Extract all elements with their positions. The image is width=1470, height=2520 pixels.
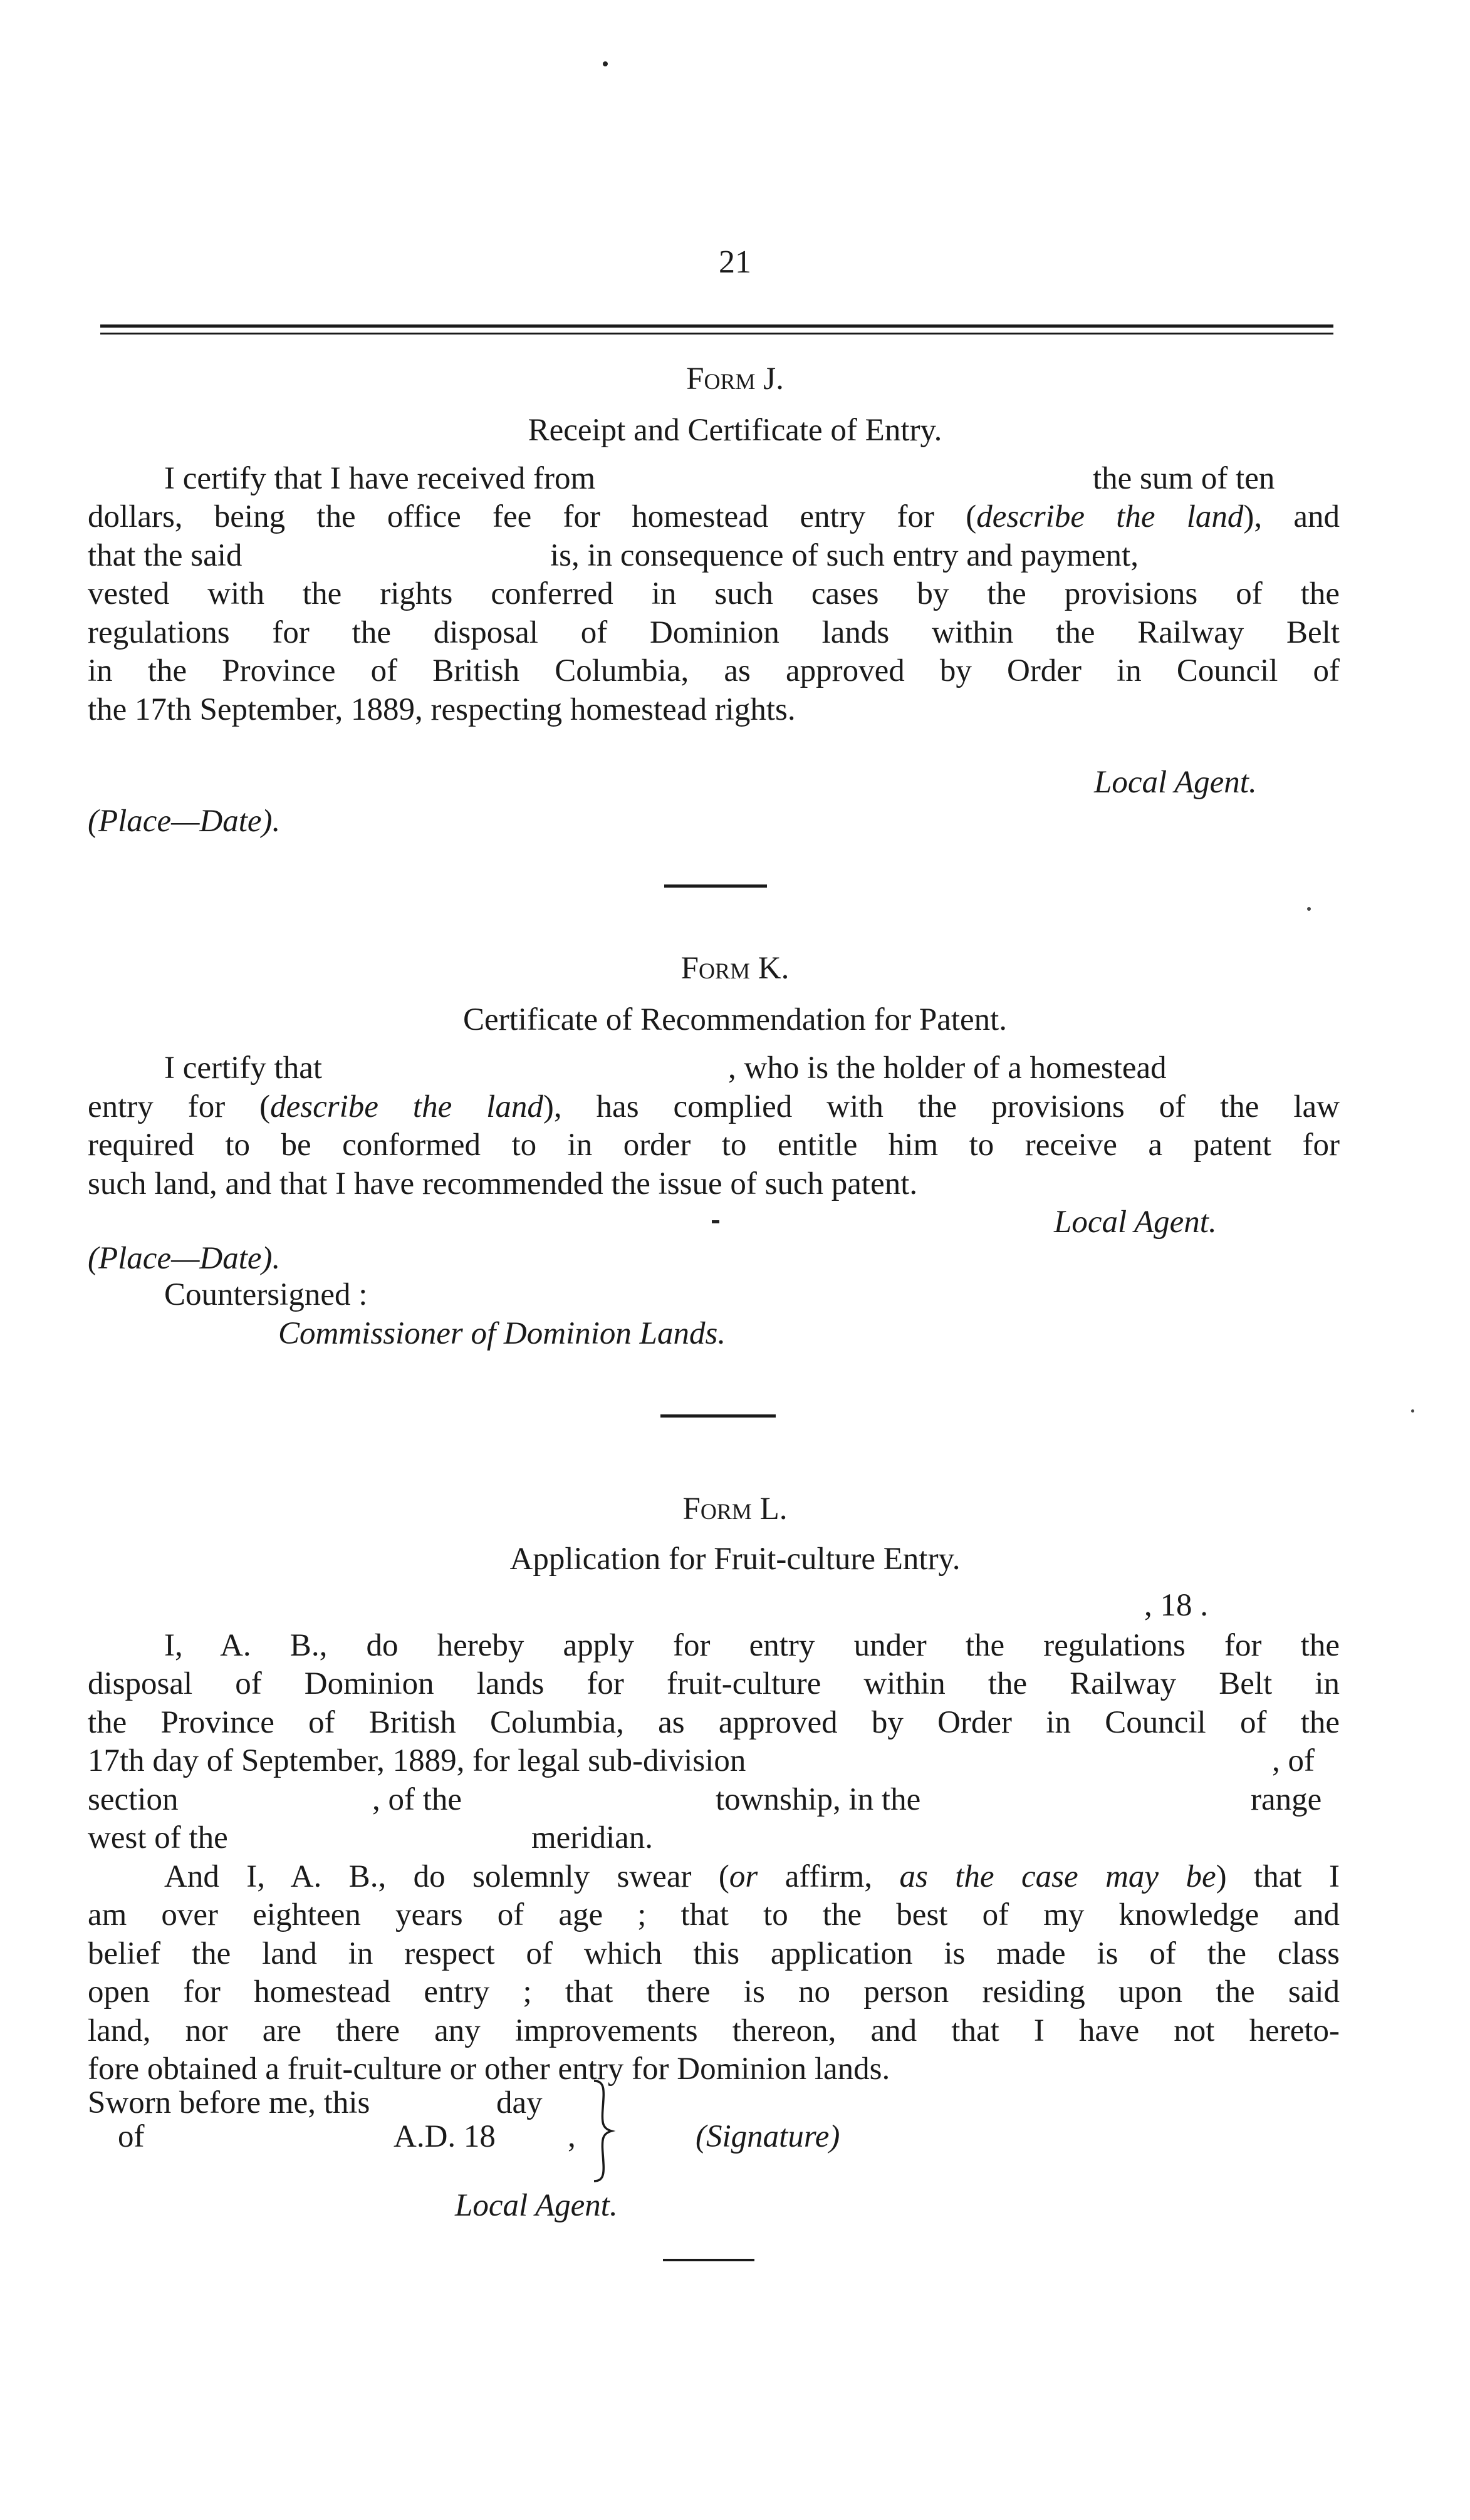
form-l-text-line: the Province of British Columbia, as approved by Order in Council of the — [88, 1705, 1340, 1740]
form-l-subtitle: Application for Fruit-culture Entry. — [509, 1542, 961, 1577]
form-j-text-line: dollars, being the office fee for homestead entry for (describe the land), and — [88, 499, 1340, 534]
form-j-text-line: the sum of ten — [1093, 461, 1275, 496]
form-k-text-line: entry for (describe the land), has complied with the provisions of the law — [88, 1089, 1340, 1124]
form-l-text-line: meridian. — [531, 1820, 654, 1855]
form-j-text-line: the 17th September, 1889, respecting homestead rights. — [88, 692, 796, 727]
form-l-text-line: west of the — [88, 1820, 228, 1855]
form-l-text-line: disposal of Dominion lands for fruit-culture within the Railway Belt in — [88, 1666, 1340, 1701]
scan-speck — [1307, 907, 1311, 911]
form-l-signature: (Signature) — [696, 2119, 840, 2154]
form-l-sworn-line: A.D. 18 — [394, 2119, 496, 2154]
form-l-agent-signature: Local Agent. — [455, 2188, 618, 2223]
form-k-commissioner: Commissioner of Dominion Lands. — [278, 1316, 726, 1351]
form-l-text-line: , of — [1272, 1743, 1315, 1778]
section-divider — [663, 2259, 754, 2261]
form-l-text-line: fore obtained a fruit-culture or other entry for Dominion lands. — [88, 2051, 890, 2087]
form-k-title: Form K. — [680, 951, 790, 986]
form-k-place-date: (Place—Date). — [88, 1241, 281, 1276]
form-l-sworn-line: of — [118, 2119, 145, 2154]
form-j-agent-signature: Local Agent. — [1094, 765, 1257, 800]
form-l-text-line: 17th day of September, 1889, for legal sub-division — [88, 1743, 746, 1778]
section-divider — [660, 1414, 776, 1418]
header-rule-bottom — [100, 333, 1333, 334]
form-l-text-line: belief the land in respect of which this application is made is of the class — [88, 1936, 1340, 1971]
form-l-date-line: , 18 . — [1144, 1588, 1208, 1623]
form-j-text-line: in the Province of British Columbia, as approved by Order in Council of — [88, 653, 1340, 688]
form-k-agent-signature: Local Agent. — [1054, 1205, 1217, 1240]
scan-speck — [603, 61, 608, 66]
page-number: 21 — [719, 244, 751, 280]
form-j-text-line: vested with the rights conferred in such cases by the provisions of the — [88, 576, 1340, 611]
form-l-text-line: township, in the — [716, 1782, 921, 1817]
form-k-text-line: I certify that — [164, 1050, 323, 1086]
form-l-text-line: am over eighteen years of age ; that to the best of my knowledge and — [88, 1897, 1340, 1932]
form-k-text-line: , who is the holder of a homestead — [728, 1050, 1167, 1086]
form-l-title: Form L. — [682, 1491, 788, 1527]
section-divider — [664, 884, 767, 888]
form-j-text-line: I certify that I have received from — [164, 461, 596, 496]
form-l-sworn-comma: , — [568, 2119, 576, 2154]
form-l-text-line: section — [88, 1782, 179, 1817]
scan-speck — [712, 1220, 719, 1223]
form-j-text-line: that the said — [88, 538, 242, 573]
form-l-text-line: , of the — [372, 1782, 462, 1817]
form-j-title: Form J. — [686, 361, 784, 397]
header-rule-top — [100, 324, 1333, 328]
form-k-text-line: such land, and that I have recommended the issue of such patent. — [88, 1166, 918, 1201]
form-l-sworn-day: day — [496, 2085, 543, 2120]
form-l-sworn-line: Sworn before me, this — [88, 2085, 370, 2120]
form-l-text-line: land, nor are there any improvements thereon, and that I have not hereto- — [88, 2013, 1340, 2048]
scan-speck — [1411, 1409, 1414, 1413]
form-l-text-line: And I, A. B., do solemnly swear (or affirm, as the case may be) that I — [164, 1859, 1340, 1894]
form-l-text-line: I, A. B., do hereby apply for entry under the regulations for the — [164, 1628, 1340, 1663]
form-k-countersigned: Countersigned : — [164, 1277, 368, 1312]
form-j-subtitle: Receipt and Certificate of Entry. — [528, 413, 942, 448]
form-l-text-line: open for homestead entry ; that there is no person residing upon the said — [88, 1974, 1340, 2009]
form-j-place-date: (Place—Date). — [88, 804, 281, 839]
form-j-text-line: regulations for the disposal of Dominion lands within the Railway Belt — [88, 615, 1340, 650]
form-k-subtitle: Certificate of Recommendation for Patent. — [462, 1002, 1008, 1037]
form-j-text-line: is, in consequence of such entry and payment, — [550, 538, 1139, 573]
form-l-text-line: range — [1251, 1782, 1322, 1817]
curly-brace-icon — [589, 2078, 617, 2184]
form-k-text-line: required to be conformed to in order to entitle him to receive a patent for — [88, 1128, 1340, 1163]
